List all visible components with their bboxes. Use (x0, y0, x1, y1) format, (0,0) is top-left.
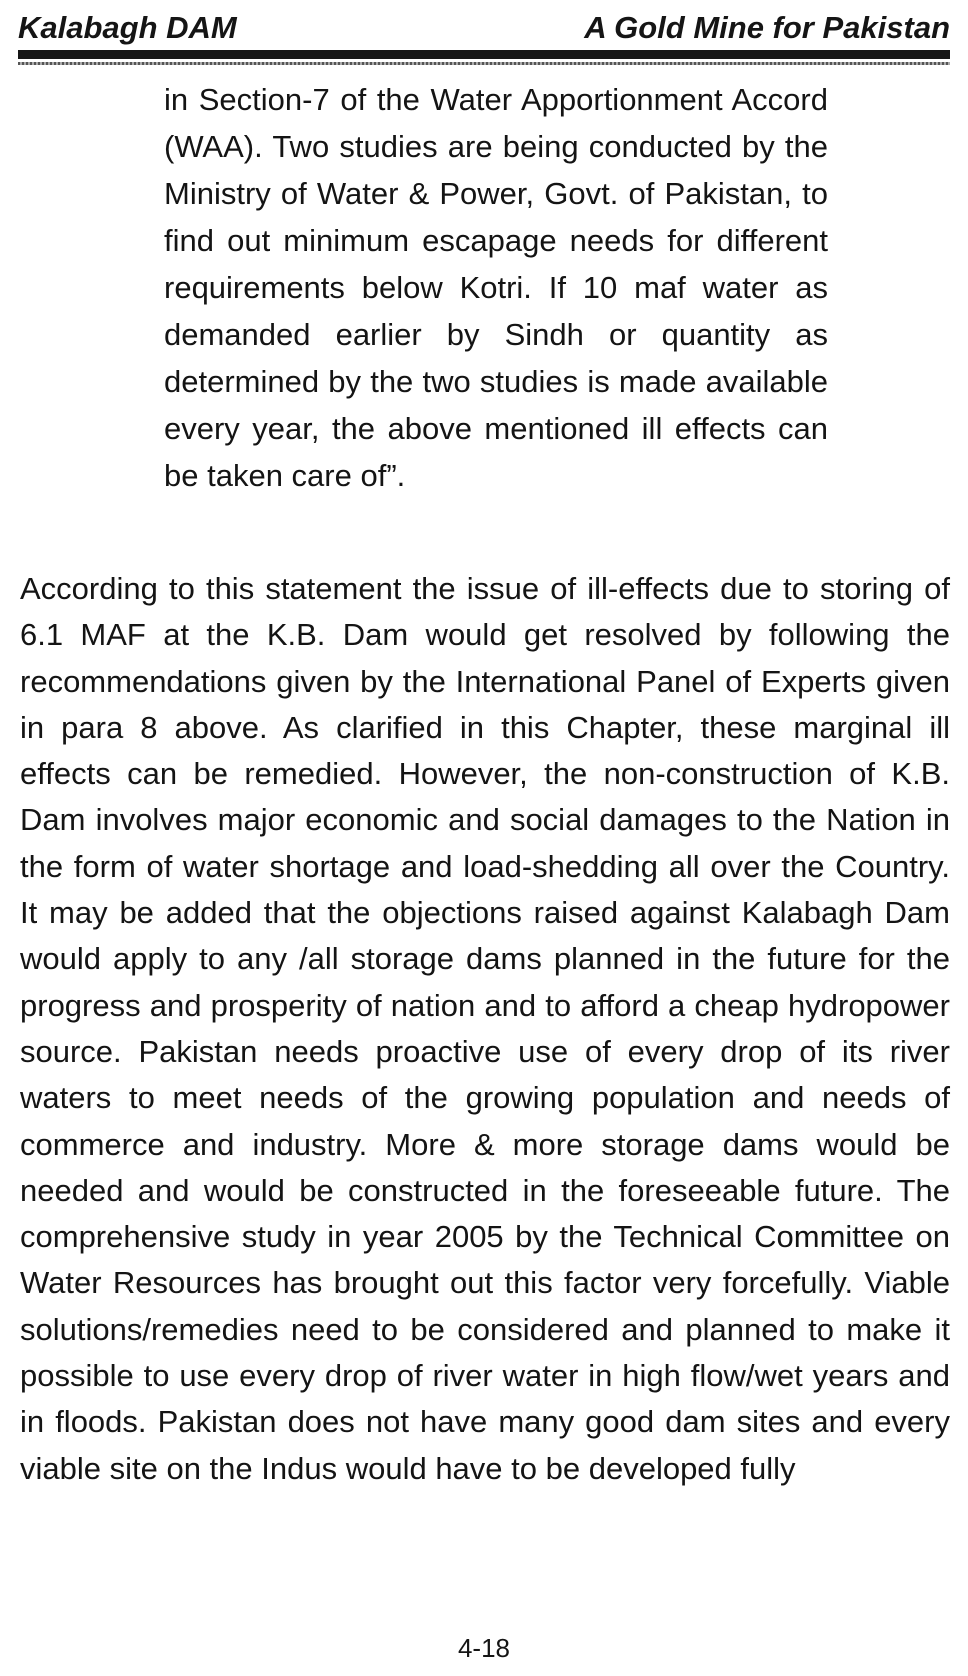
indented-quote-block (164, 76, 828, 499)
page-number: 4-18 (457, 1633, 511, 1663)
header-right-title: A Gold Mine for Pakistan (584, 10, 950, 45)
header-rule-thick (18, 50, 950, 59)
body-text-block (20, 566, 950, 1492)
page-header (18, 6, 950, 50)
header-left-title: Kalabagh DAM (18, 10, 237, 45)
header-rule-thin (18, 62, 950, 65)
body-paragraph: According to this statement the issue of ill-effects due to storing of 6.1 MAF at the K.B. Dam would get resolved by following the recommendations given by the International Panel of Experts given in para 8 above. As clarified in this Chapter, these marginal ill effects can be remedied. However, the non-construction of K.B. Dam involves major economic and social damages to the Nation in the form of water shortage and load-shedding all over the Country. It may be added that the objections raised against Kalabagh Dam would apply to any /all storage dams planned in the future for the progress and prosperity of nation and to afford a cheap hydropower source. Pakistan needs proactive use of every drop of its river waters to meet needs of the growing population and needs of commerce and industry. More & more storage dams would be needed and would be constructed in the foreseeable future. The comprehensive study in year 2005 by the Technical Committee on Water Resources has brought out this factor very forcefully. Viable solutions/remedies need to be considered and planned to make it possible to use every drop of river water in high flow/wet years and in floods. Pakistan does not have many good dam sites and every viable site on the Indus would have to be developed fully (20, 571, 950, 1486)
quote-paragraph: in Section-7 of the Water Apportionment Accord (WAA). Two studies are being conducted by the Ministry of Water & Power, Govt. of Pakistan, to find out minimum escapage needs for different requirements below Kotri. If 10 maf water as demanded earlier by Sindh or quantity as determined by the two studies is made available every year, the above mentioned ill effects can be taken care of”. (164, 82, 828, 493)
